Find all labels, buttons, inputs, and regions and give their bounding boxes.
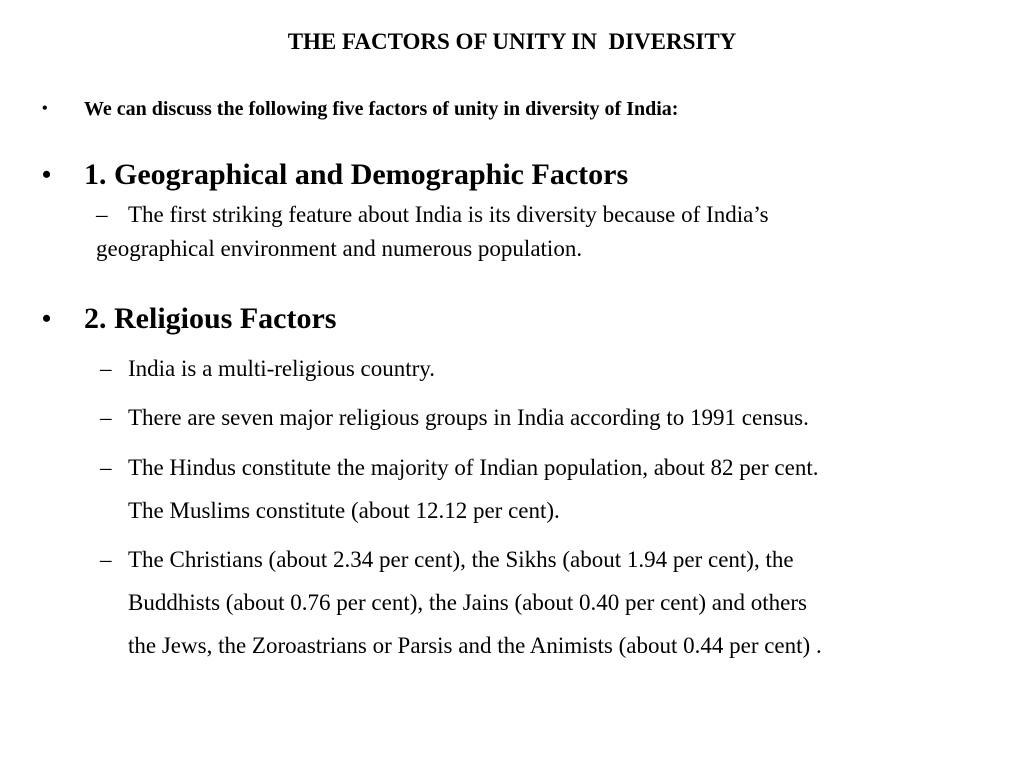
geographical-paragraph bbox=[96, 198, 966, 266]
point-text bbox=[128, 538, 1008, 667]
point-line: The Muslims constitute (about 12.12 per cent). bbox=[128, 498, 560, 523]
point-line: There are seven major religious groups in India according to 1991 census. bbox=[128, 405, 809, 430]
dash-icon: – bbox=[100, 405, 112, 430]
dash-icon: – bbox=[100, 356, 112, 381]
point-line: the Jews, the Zoroastrians or Parsis and the Animists (about 0.44 per cent) . bbox=[128, 633, 822, 658]
paragraph-line: geographical environment and numerous population. bbox=[96, 236, 583, 261]
paragraph-text: The first striking feature about India is its diversity because of India’s bbox=[128, 202, 769, 227]
point-text bbox=[128, 396, 1008, 439]
dash-icon: – bbox=[96, 202, 108, 227]
point-text bbox=[128, 347, 1008, 390]
intro-text: We can discuss the following five factors of unity in diversity of India: bbox=[84, 98, 679, 120]
point-line: India is a multi-religious country. bbox=[128, 356, 436, 381]
bullet-icon: • bbox=[42, 160, 52, 189]
paragraph-line bbox=[96, 198, 966, 232]
section-heading-text: 2. Religious Factors bbox=[84, 302, 337, 335]
dash-icon: – bbox=[100, 455, 112, 480]
point-line: The Christians (about 2.34 per cent), the Sikhs (about 1.94 per cent), the bbox=[128, 547, 794, 572]
slide-title: THE FACTORS OF UNITY IN DIVERSITY bbox=[287, 29, 737, 54]
section-heading-text: 1. Geographical and Demographic Factors bbox=[84, 158, 629, 191]
bullet-icon: • bbox=[42, 304, 52, 333]
dash-icon: – bbox=[100, 547, 112, 572]
point-text bbox=[128, 446, 1008, 532]
point-line: The Hindus constitute the majority of Indian population, about 82 per cent. bbox=[128, 455, 819, 480]
point-line: Buddhists (about 0.76 per cent), the Jains (about 0.40 per cent) and others bbox=[128, 590, 807, 615]
bullet-icon: • bbox=[42, 100, 48, 117]
